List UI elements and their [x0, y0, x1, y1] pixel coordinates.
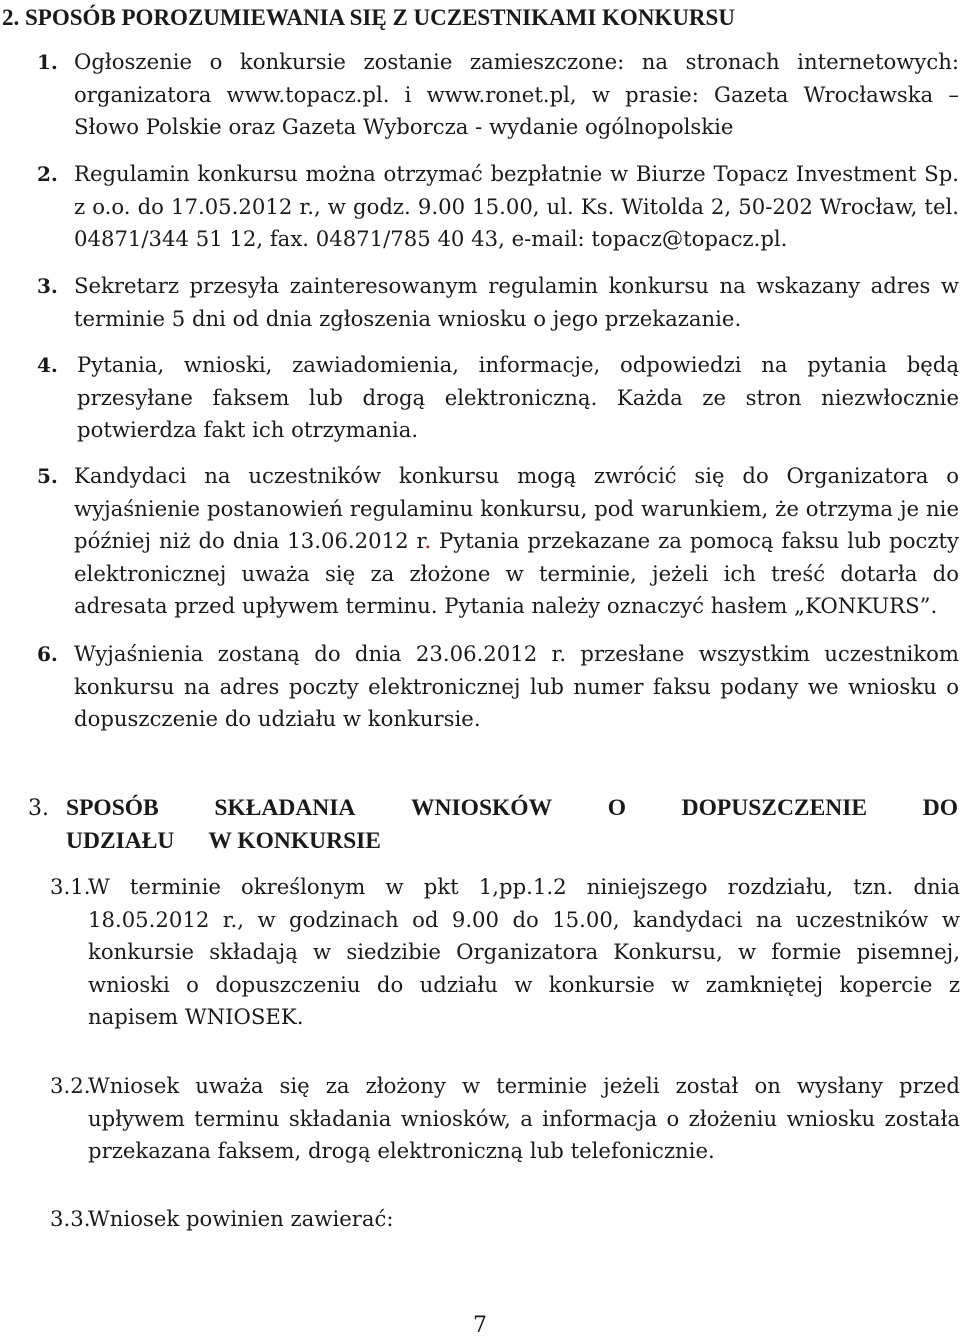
section-3-item-1: [50, 871, 960, 1034]
section-title: [66, 792, 958, 858]
item-text: W terminie określonym w pkt 1,pp.1.2 niniejszego rozdziału, tzn. dnia 18.05.2012 r., w godzinach od 9.00 do 15.00, kandydaci na uczestników w konkursie składają w siedzibie Organizatora Konkursu, w formie pisemnej, wnioski o dopuszczeniu do udziału w konkursie w zamkniętej kopercie z napisem WNIOSEK.: [88, 874, 960, 1030]
title-word: DOPUSZCZENIE: [681, 795, 868, 821]
section-3-item-3: [50, 1203, 960, 1236]
item-number: 3.3.: [50, 1206, 91, 1231]
title-word: UDZIAŁU: [66, 828, 175, 854]
item-text: Ogłoszenie o konkursie zostanie zamieszczone: na stronach internetowych: organizatora www.topacz.pl. i www.ronet.pl, w prasie: Gazeta Wrocławska – Słowo Polskie oraz Gazeta Wyborcza - wydanie ogólnopolskie: [74, 49, 959, 140]
item-text: Regulamin konkursu można otrzymać bezpłatnie w Biurze Topacz Investment Sp. z o.o. do 17.05.2012 r., w godz. 9.00 15.00, ul. Ks. Witolda 2, 50-202 Wrocław, tel. 04871/344 51 12, fax. 04871/785 40 43, e-mail: topacz@topacz.pl.: [74, 161, 959, 252]
section-2-item-3: [37, 270, 959, 335]
item-number: 2.: [37, 162, 58, 186]
section-title-line-1: [66, 792, 958, 825]
title-word: W KONKURSIE: [208, 828, 381, 854]
title-word: SPOSÓB: [66, 795, 159, 821]
title-word: WNIOSKÓW: [411, 795, 553, 821]
title-word: DO: [922, 795, 958, 821]
item-text: Wniosek powinien zawierać:: [88, 1206, 394, 1231]
section-2-item-1: [37, 46, 959, 144]
item-text: Pytania, wnioski, zawiadomienia, informacje, odpowiedzi na pytania będą przesyłane faksem lub drogą elektroniczną. Każda ze stron niezwłocznie potwierdza fakt ich otrzymania.: [77, 352, 959, 443]
section-number: 3.: [28, 796, 49, 821]
section-title-line-2: [66, 828, 415, 854]
item-number: 3.1.: [50, 874, 91, 899]
item-number: 4.: [37, 353, 58, 377]
section-2-heading: 2. SPOSÓB POROZUMIEWANIA SIĘ Z UCZESTNIKAMI KONKURSU: [2, 5, 735, 30]
section-2-item-5: [37, 460, 959, 623]
title-word: O: [607, 795, 626, 821]
item-number: 1.: [37, 50, 58, 74]
item-text: Wniosek uważa się za złożony w terminie jeżeli został on wysłany przed upływem terminu składania wniosków, a informacja o złożeniu wniosku została przekazana faksem, drogą elektroniczną lub telefonicznie.: [88, 1073, 960, 1164]
item-number: 3.2.: [50, 1073, 91, 1098]
item-number: 3.: [37, 274, 58, 298]
item-text-part-b: Pytania przekazane za pomocą faksu lub poczty elektronicznej uważa się za złożone w terminie, jeżeli ich treść dotarła do adresata przed upływem terminu. Pytania należy oznaczyć hasłem „KONKURS”.: [74, 528, 959, 619]
section-3-item-2: [50, 1070, 960, 1168]
page-number: 7: [473, 1313, 487, 1338]
item-number: 6.: [37, 642, 58, 666]
item-text: Sekretarz przesyła zainteresowanym regulamin konkursu na wskazany adres w terminie 5 dni od dnia zgłoszenia wniosku o jego przekazanie.: [74, 273, 959, 331]
highlighted-period: .: [424, 528, 432, 554]
item-text: [74, 460, 959, 623]
title-word: SKŁADANIA: [214, 795, 356, 821]
item-text: Wyjaśnienia zostaną do dnia 23.06.2012 r. przesłane wszystkim uczestnikom konkursu na adres poczty elektronicznej lub numer faksu podany we wniosku o dopuszczenie do udziału w konkursie.: [74, 641, 959, 732]
section-2-item-2: [37, 158, 959, 256]
section-2-item-4: [37, 349, 959, 447]
section-2-item-6: [37, 638, 959, 736]
item-number: 5.: [37, 464, 58, 488]
item-text-part-a: Kandydaci na uczestników konkursu mogą zwrócić się do Organizatora o wyjaśnienie postanowień regulaminu konkursu, pod warunkiem, że otrzyma je nie później niż do dnia 13.06.2012 r: [74, 463, 959, 554]
section-3-heading: [28, 792, 958, 858]
